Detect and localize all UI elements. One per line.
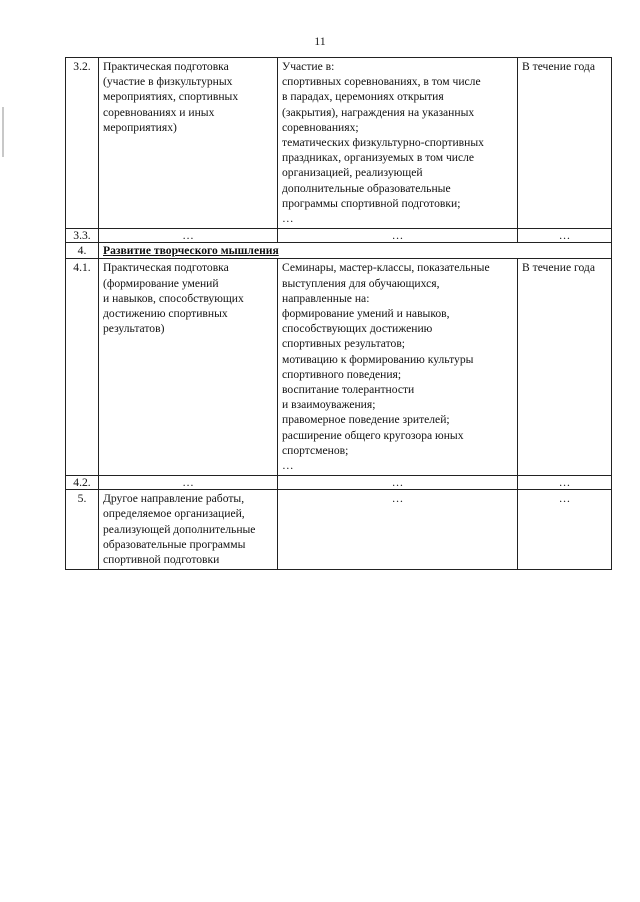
content-line: расширение общего кругозора юных [282, 428, 464, 442]
content-line: организацией, реализующей [282, 166, 423, 180]
table-row [66, 490, 612, 570]
content-line: правомерное поведение зрителей; [282, 413, 450, 427]
content-line: Участие в: [282, 60, 335, 73]
content-line: праздниках, организуемых в том числе [282, 151, 475, 165]
content-line: в парадах, церемониях открытия [282, 90, 444, 104]
content-line: программы спортивной подготовки; [282, 196, 461, 210]
direction-line: соревнованиях и иных [103, 105, 215, 119]
table-row [66, 259, 612, 476]
direction-line: Практическая подготовка [103, 261, 229, 275]
content-line: спортивных соревнованиях, в том числе [282, 75, 481, 89]
section-title-cell [99, 243, 612, 259]
content-cell: … [278, 476, 518, 490]
content-ellipsis: … [282, 459, 294, 473]
content-cell [278, 58, 518, 229]
content-line: спортивных результатов; [282, 337, 406, 351]
content-line: спортивного поведения; [282, 367, 402, 381]
row-number: 3.3. [66, 229, 99, 243]
direction-cell [99, 58, 278, 229]
row-number: 5. [66, 490, 99, 570]
plan-table [65, 57, 612, 570]
page-number: 11 [314, 34, 326, 48]
direction-line: образовательные программы [103, 537, 246, 551]
content-line: способствующих достижению [282, 322, 433, 336]
content-cell [278, 259, 518, 476]
row-number: 4.2. [66, 476, 99, 490]
direction-line: и навыков, способствующих [103, 291, 244, 305]
direction-line: определяемое организацией, [103, 507, 245, 521]
direction-cell [99, 259, 278, 476]
direction-line: результатов) [103, 322, 165, 336]
content-line: Семинары, мастер-классы, показательные [282, 261, 490, 275]
content-line: мотивацию к формированию культуры [282, 352, 474, 366]
scan-margin-mark [2, 107, 4, 157]
content-line: (закрытия), награждения на указанных [282, 105, 475, 119]
timing-cell: В течение года [518, 58, 612, 229]
direction-line: (участие в физкультурных [103, 75, 233, 89]
direction-line: спортивной подготовки [103, 553, 220, 567]
content-line: дополнительные образовательные [282, 181, 451, 195]
direction-cell [99, 490, 278, 570]
content-line: соревнованиях; [282, 120, 359, 134]
content-line: спортсменов; [282, 443, 349, 457]
table-row [66, 229, 612, 243]
timing-cell: … [518, 476, 612, 490]
direction-line: реализующей дополнительные [103, 522, 256, 536]
direction-line: Другое направление работы, [103, 492, 245, 506]
content-line: формирование умений и навыков, [282, 307, 450, 321]
direction-line: мероприятиях, спортивных [103, 90, 239, 104]
row-number: 4.1. [66, 259, 99, 476]
content-cell: … [278, 229, 518, 243]
content-ellipsis: … [282, 212, 294, 226]
content-line: выступления для обучающихся, [282, 276, 440, 290]
row-number: 3.2. [66, 58, 99, 229]
section-row [66, 243, 612, 259]
content-line: и взаимоуважения; [282, 398, 376, 412]
table-row [66, 476, 612, 490]
content-line: направленные на: [282, 291, 370, 305]
content-line: тематических физкультурно-спортивных [282, 136, 484, 150]
timing-cell: … [518, 490, 612, 570]
timing-cell: … [518, 229, 612, 243]
table-row [66, 58, 612, 229]
direction-cell: … [99, 476, 278, 490]
content-cell: … [278, 490, 518, 570]
timing-cell: В течение года [518, 259, 612, 476]
direction-line: достижению спортивных [103, 307, 228, 321]
direction-line: мероприятиях) [103, 120, 177, 134]
direction-line: Практическая подготовка [103, 60, 229, 73]
direction-line: (формирование умений [103, 276, 219, 290]
section-number: 4. [66, 243, 99, 259]
direction-cell: … [99, 229, 278, 243]
content-line: воспитание толерантности [282, 383, 415, 397]
section-title: Развитие творческого мышления [103, 244, 279, 258]
